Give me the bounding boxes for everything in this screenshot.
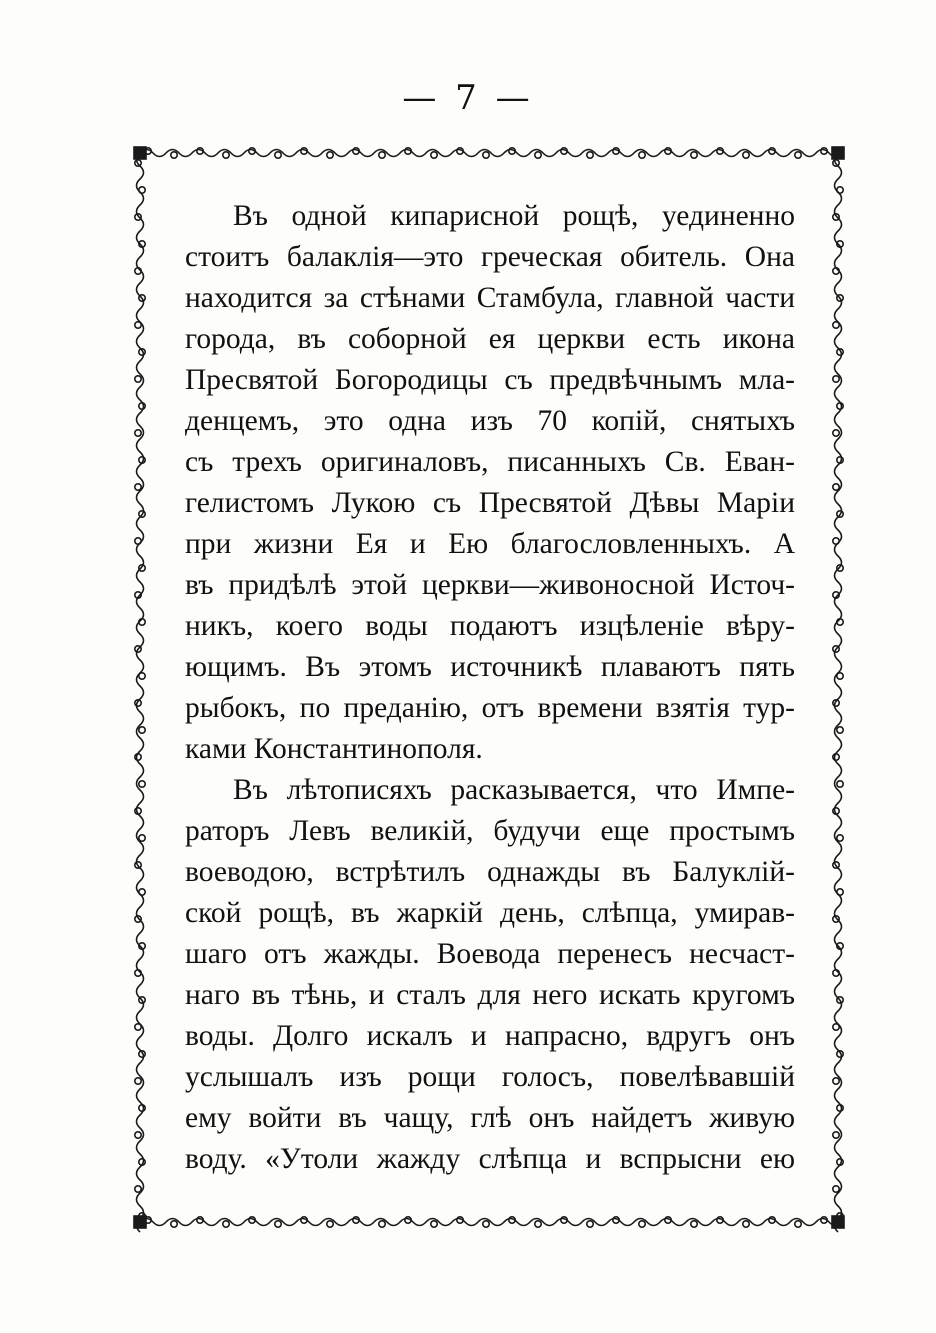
bottom-border-scroll [275, 1221, 281, 1227]
left-border-scroll [139, 835, 145, 841]
right-border-wave [835, 153, 842, 1232]
right-border-scroll [833, 538, 839, 544]
left-border-wave [137, 153, 144, 1232]
right-border-scroll [833, 484, 839, 490]
bottom-border-scroll [795, 1221, 801, 1227]
top-border-scroll [171, 152, 177, 158]
right-border-scroll [837, 673, 843, 679]
top-border-scroll [743, 152, 749, 158]
right-border-scroll [837, 187, 843, 193]
text-line: въ придѣлѣ этой церкви—живоносной Источ- [185, 569, 795, 601]
corner-ornament [832, 147, 844, 159]
top-border-scroll [379, 152, 385, 158]
right-border-scroll [837, 889, 843, 895]
text-line: воду. «Утоли жажду слѣпца и вспрысни ею [185, 1143, 795, 1175]
text-line: ской рощѣ, въ жаркій день, слѣпца, умирав- [185, 897, 795, 929]
right-border-scroll [833, 322, 839, 328]
left-border-scroll [135, 1078, 141, 1084]
left-border-scroll [135, 1186, 141, 1192]
left-border-scroll [135, 322, 141, 328]
bottom-border-scroll [171, 1221, 177, 1227]
right-border-scroll [833, 1024, 839, 1030]
top-border-scroll [587, 152, 593, 158]
top-border-scroll [275, 152, 281, 158]
bottom-border-wave [140, 1219, 842, 1226]
text-line: рыбокъ, по преданію, отъ времени взятія тур- [185, 692, 795, 724]
right-border-scroll [837, 781, 843, 787]
right-border-scroll [833, 1078, 839, 1084]
right-border-scroll [833, 430, 839, 436]
left-border-scroll [139, 673, 145, 679]
bottom-border-scroll [223, 1221, 229, 1227]
left-border-scroll [135, 376, 141, 382]
top-border-scroll [691, 152, 697, 158]
text-line: Пресвятой Богородицы съ предвѣчнымъ мла- [185, 364, 795, 396]
text-line: шаго отъ жажды. Воевода перенесъ несчаст- [185, 938, 795, 970]
top-border-scroll [639, 152, 645, 158]
text-line: воеводою, встрѣтилъ однажды въ Балуклій- [185, 856, 795, 888]
paragraph-2 [185, 770, 795, 1180]
right-border-scroll [833, 1186, 839, 1192]
text-line: ками Константинополя. [185, 733, 483, 765]
text-line: Въ одной кипарисной рощѣ, уединенно [233, 200, 795, 232]
top-border-scroll [223, 152, 229, 158]
text-line: воды. Долго искалъ и напрасно, вдругъ онъ [185, 1020, 795, 1052]
top-border-scroll [327, 152, 333, 158]
page-number: — 7 — [402, 78, 534, 118]
bottom-border-scroll [483, 1221, 489, 1227]
top-border-scroll [795, 152, 801, 158]
corner-ornament [134, 1216, 146, 1228]
left-border-scroll [135, 538, 141, 544]
bottom-border-scroll [379, 1221, 385, 1227]
text-line: наго въ тѣнь, и сталъ для него искать кругомъ [185, 979, 795, 1011]
text-line: ющимъ. Въ этомъ источникѣ плаваютъ пять [185, 651, 795, 683]
corner-ornament [832, 1216, 844, 1228]
text-line: при жизни Ея и Ею благословленныхъ. А [185, 528, 795, 560]
left-border-scroll [135, 1132, 141, 1138]
text-line: стоитъ балаклія—это греческая обитель. Она [185, 241, 795, 273]
text-line: находится за стѣнами Стамбула, главной части [185, 282, 795, 314]
bottom-border-scroll [327, 1221, 333, 1227]
text-line: денцемъ, это одна изъ 70 копій, снятыхъ [185, 405, 795, 437]
paragraph-1 [185, 196, 795, 770]
corner-ornament [134, 147, 146, 159]
text-line: гелистомъ Лукою съ Пресвятой Дѣвы Маріи [185, 487, 795, 519]
left-border-scroll [135, 1024, 141, 1030]
text-line: услышалъ изъ рощи голосъ, повелѣвавшій [185, 1061, 795, 1093]
top-border-wave [140, 150, 842, 157]
top-border-scroll [431, 152, 437, 158]
right-border-scroll [837, 727, 843, 733]
top-border-scroll [483, 152, 489, 158]
left-border-scroll [139, 727, 145, 733]
left-border-scroll [135, 430, 141, 436]
right-border-scroll [833, 376, 839, 382]
text-line: Въ лѣтописяхъ расказывается, что Импе- [233, 774, 795, 806]
left-border-scroll [139, 781, 145, 787]
bottom-border-scroll [639, 1221, 645, 1227]
body-text [185, 196, 795, 1180]
bottom-border-scroll [587, 1221, 593, 1227]
text-line: раторъ Левъ великій, будучи еще простымъ [185, 815, 795, 847]
right-border-scroll [837, 835, 843, 841]
text-line: ему войти въ чащу, глѣ онъ найдетъ живую [185, 1102, 795, 1134]
text-line: съ трехъ оригиналовъ, писанныхъ Св. Еван- [185, 446, 795, 478]
top-border-scroll [535, 152, 541, 158]
left-border-scroll [139, 889, 145, 895]
left-border-scroll [135, 484, 141, 490]
text-line: никъ, коего воды подаютъ изцѣленіе вѣру- [185, 610, 795, 642]
right-border-scroll [833, 1132, 839, 1138]
bottom-border-scroll [691, 1221, 697, 1227]
text-line: города, въ соборной ея церкви есть икона [185, 323, 795, 355]
bottom-border-scroll [535, 1221, 541, 1227]
bottom-border-scroll [431, 1221, 437, 1227]
bottom-border-scroll [743, 1221, 749, 1227]
left-border-scroll [139, 187, 145, 193]
